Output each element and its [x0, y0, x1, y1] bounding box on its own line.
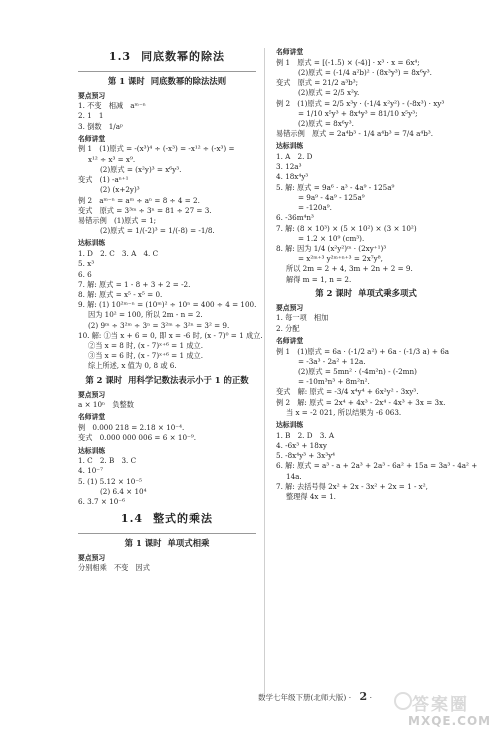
lesson-number: 第 2 课时: [315, 287, 353, 298]
page-number: 2: [359, 690, 368, 703]
answer-line: 易错示例 原式 = 2a⁴b³ - 1/4 a⁴b³ = 7/4 a⁴b³.: [276, 129, 434, 139]
answer-line: 1. C 2. B 3. C: [78, 456, 137, 466]
answer-line: 分别相乘 不变 因式: [78, 563, 150, 573]
answer-line: (2) 6.4 × 10⁴: [100, 486, 147, 496]
answer-line: 6. 解: 原式 = a³ - a + 2a³ + 2a³ - 6a² + 15a = 3a³ - 4a² +: [276, 461, 478, 471]
answer-line: ③当 x = 6 时, (x - 7)ˣ⁺⁶ = 1 成立.: [88, 351, 203, 361]
answer-line: 3. 12a³: [276, 162, 302, 172]
answer-line: 6. 3.7 × 10⁻⁶: [78, 497, 125, 507]
subsection-heading: 名师讲堂: [78, 413, 106, 422]
lesson-3-answers: [78, 554, 256, 574]
lesson-1-answers: [78, 91, 263, 372]
section-title: [78, 49, 256, 65]
answer-line: 5. (1) 5.12 × 10⁻⁵: [78, 476, 143, 486]
answer-line: 解得 m = 1, n = 2.: [286, 274, 352, 284]
answer-line: 4. 10⁻⁷: [78, 466, 103, 476]
answer-line: 因为 10² = 100, 所以 2m - n = 2.: [88, 310, 203, 320]
answer-line: (2) 9ᵐ ÷ 3²ᵐ ÷ 3ⁿ = 3²ᵐ ÷ 3²ⁿ = 3² = 9.: [88, 320, 230, 330]
answer-line: 变式 解: 原式 = -3/4 x⁴y⁴ + 6x²y² - 3xy³.: [276, 387, 419, 397]
answer-line: (2) (x+2y)³: [100, 185, 140, 195]
answer-line: = -10m³n³ + 8m²n².: [298, 377, 370, 387]
answer-line: 2. 分配: [276, 323, 300, 333]
lesson-heading: [276, 288, 456, 300]
subsection-heading: 名师讲堂: [276, 48, 304, 56]
answer-line: = 9a⁹ - 4a⁹ - 125a⁹: [298, 192, 365, 202]
lesson-heading: [78, 375, 256, 387]
answer-line: 例 0.000 218 = 2.18 × 10⁻⁴.: [78, 423, 185, 433]
footer-dot: ·: [369, 693, 372, 702]
answer-line: 例 1 (1)原式 = 6a · (-1/2 a²) + 6a · (-1/3 a) + 6a: [276, 346, 450, 356]
answer-line: 整理得 4x = 1.: [286, 492, 336, 501]
answer-line: (2)原式 = 2/5 x²y.: [298, 88, 360, 98]
answer-line: 所以 2m = 2 + 4, 3m + 2n + 2 = 9.: [286, 264, 413, 274]
answer-line: 变式 原式 = 3³ᵐ ÷ 3ⁿ = 81 ÷ 27 = 3.: [78, 205, 212, 215]
answer-line: 6. -36m⁴n³: [276, 213, 314, 223]
subsection-heading: 要点预习: [78, 553, 106, 562]
answer-line: 14a.: [286, 471, 302, 481]
left-column: [78, 45, 263, 574]
answer-line: 1. B 2. D 3. A: [276, 430, 335, 440]
column-divider: [264, 48, 265, 698]
answer-line: 易错示例 (1)原式 = 1;: [78, 216, 157, 225]
lesson-number: 第 1 课时: [107, 75, 145, 86]
section-title: [78, 511, 256, 527]
answer-line: 2. 1 1: [78, 111, 104, 121]
answer-line: 8. 解: 原式 = x⁵ - x⁵ = 0.: [78, 289, 163, 299]
watermark-logo: [394, 690, 494, 732]
lesson-title: 单项式乘多项式: [358, 287, 417, 298]
section-number: 1.4: [120, 512, 144, 526]
answer-line: (2)原式 = 8x⁶y³.: [298, 118, 354, 128]
answer-line: 5. 解: 原式 = 9a⁶ · a³ - 4a⁹ - 125a⁹: [276, 182, 395, 192]
answer-line: 8. 解: 因为 1/4 (x²y²)ᵐ · (2xy⁺¹)³: [276, 244, 387, 253]
lesson-4-answers: [276, 303, 478, 502]
section-rule: [78, 533, 256, 534]
answer-line: 变式 0.000 000 006 = 6 × 10⁻⁹.: [78, 433, 197, 443]
answer-line: (2)原式 = (-1/4 a²b)² · (8x³y³) = 8x⁶y³.: [298, 67, 432, 77]
lesson-heading: [78, 538, 256, 550]
answer-line: = x²ᵐ⁺³ y²ᵐ⁺ⁿ⁺³ = 2x⁷y⁸,: [298, 254, 383, 264]
lesson-title: 用科学记数法表示小于 1 的正数: [128, 374, 249, 385]
answer-line: 例 2 (1)原式 = 2/5 x³y · (-1/4 x²y²) - (-8x³) · xy³: [276, 98, 445, 108]
watermark-ring-icon: [394, 692, 412, 710]
answer-line: x¹² ÷ x³ = x⁹.: [88, 154, 136, 164]
answer-line: 7. 解: 去括号得 2x² + 2x - 3x² + 2x = 1 - x²,: [276, 481, 428, 491]
subsection-heading: 要点预习: [78, 91, 106, 100]
subsection-heading: 名师讲堂: [78, 134, 106, 143]
watermark-text: 答案圈: [412, 695, 469, 715]
subsection-heading: 达标训练: [276, 142, 304, 151]
answer-line: 6. 6: [78, 269, 92, 279]
answer-line: a × 10ⁿ 负整数: [78, 400, 134, 410]
section-number: 1.3: [108, 50, 132, 63]
lesson-title: 单项式相乘: [167, 537, 210, 548]
lesson-number: 第 1 课时: [124, 537, 162, 548]
answer-line: 1. 不变 相减 aᵐ⁻ⁿ: [78, 101, 146, 111]
right-column: [276, 45, 478, 502]
answer-line: 例 2 解: 原式 = 2x⁴ + 4x³ - 2x⁴ - 4x³ + 3x = 3x.: [276, 397, 446, 407]
answer-line: 1. A 2. D: [276, 152, 313, 162]
section-name: 同底数幂的除法: [141, 50, 226, 63]
watermark-url: MXQE.COM: [408, 714, 492, 728]
answer-line: 例 2 aᵐ⁻ⁿ = aᵐ ÷ aⁿ = 8 ÷ 4 = 2.: [78, 195, 200, 205]
book-title: 数学七年级下册(北师大版): [258, 693, 347, 702]
answer-line: (2)原式 = (x²y)³ = x⁶y³.: [100, 164, 182, 174]
answer-line: (2)原式 = 5mn² · (-4m²n) - (-2mn): [298, 366, 417, 376]
answer-line: 1. 每一项 相加: [276, 313, 329, 323]
section-rule: [78, 71, 256, 72]
answer-line: 例 1 (1)原式 = -(x³)⁴ ÷ (-x³) = -x¹² ÷ (-x³) =: [78, 144, 235, 154]
lesson-number: 第 2 课时: [85, 374, 123, 385]
footer-dot: ·: [348, 693, 352, 702]
subsection-heading: 名师讲堂: [276, 336, 304, 345]
section-name: 整式的乘法: [153, 512, 214, 526]
answer-line: 9. 解: (1) 10²ᵐ⁻ⁿ = (10ᵐ)² ÷ 10ⁿ = 400 ÷ 4 = 100.: [78, 300, 257, 310]
answer-line: 7. 解: (8 × 10³) × (5 × 10²) × (3 × 10²): [276, 223, 417, 233]
answer-line: = 1.2 × 10⁹ (cm³).: [298, 233, 365, 243]
subsection-heading: 达标训练: [78, 239, 106, 248]
subsection-heading: 达标训练: [78, 446, 106, 455]
lesson-2-answers: [78, 391, 256, 508]
answer-line: 7. 解: 原式 = 1 - 8 + 3 + 2 = -2.: [78, 279, 191, 289]
answer-line: 10. 解: ①当 x + 6 = 0, 即 x = -6 时, (x - 7)⁰ = 1 成立.: [78, 330, 263, 340]
answer-line: 5. -8x⁴y³ + 3x³y⁴: [276, 451, 336, 461]
lesson-heading: [78, 76, 256, 88]
lesson-1-continued-answers: [276, 48, 456, 285]
answer-line: 变式 原式 = 21/2 a³b³;: [276, 78, 359, 88]
answer-line: ②当 x = 8 时, (x - 7)ˣ⁺⁶ = 1 成立.: [88, 341, 203, 351]
answer-line: 3. 倒数 1/aᵖ: [78, 121, 123, 131]
answer-line: 当 x = -2 021, 所以结果为 -6 063.: [286, 407, 402, 417]
subsection-heading: 要点预习: [78, 390, 106, 399]
answer-line: 变式 (1) -aⁿ⁺¹: [78, 175, 129, 185]
lesson-title: 同底数幂的除法法则: [150, 75, 227, 86]
answer-line: = -120a⁹.: [298, 203, 332, 213]
answer-line: 综上所述, x 值为 0, 8 或 6.: [88, 361, 177, 371]
subsection-heading: 要点预习: [276, 303, 304, 312]
answer-line: 例 1 原式 = [(-1.5) × (-4)] · x³ · x = 6x⁴;: [276, 57, 420, 67]
answer-line: = 1/10 x⁵y³ + 8x⁴y³ = 81/10 x⁵y³;: [298, 108, 418, 118]
answer-line: 1. D 2. C 3. A 4. C: [78, 249, 159, 259]
answer-line: 4. 18x⁴y³: [276, 172, 309, 182]
page-footer: [258, 690, 372, 703]
answer-line: (2)原式 = 1/(-2)³ = 1/(-8) = -1/8.: [100, 226, 215, 236]
answer-line: 4. -6x³ + 18xy: [276, 440, 327, 450]
answer-line: = -3a³ - 2a² + 12a.: [298, 356, 366, 366]
subsection-heading: 达标训练: [276, 421, 304, 430]
answer-line: 5. x³: [78, 259, 95, 269]
